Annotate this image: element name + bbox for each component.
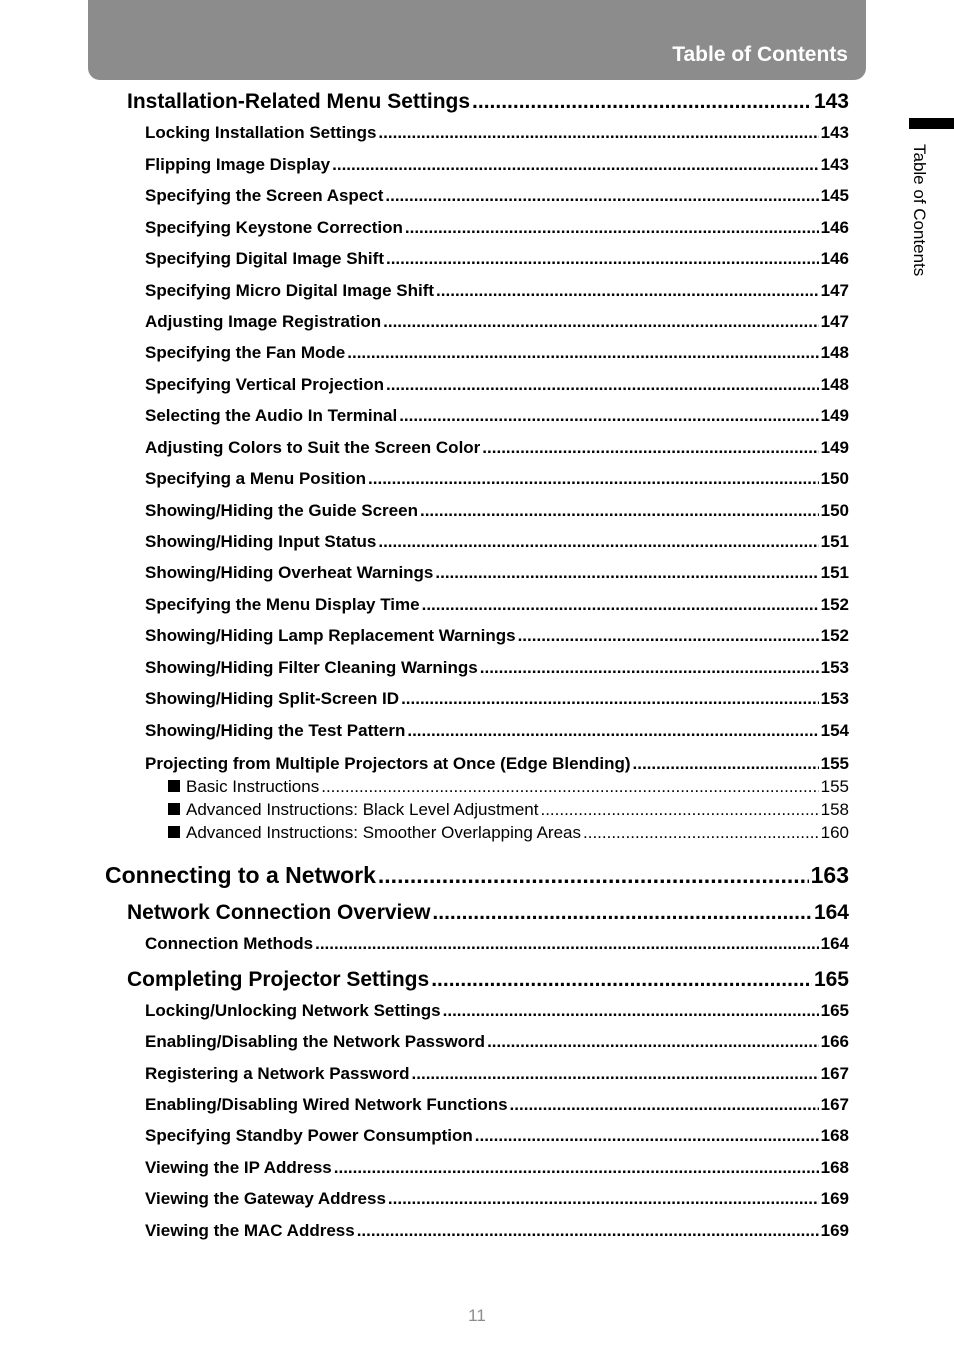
toc-entry-title: Showing/Hiding Overheat Warnings <box>145 563 434 582</box>
toc-leader-dots <box>334 1157 819 1179</box>
toc-leader-dots <box>405 217 819 239</box>
toc-entry-title: Showing/Hiding Input Status <box>145 532 377 551</box>
toc-entry-title: Enabling/Disabling the Network Password <box>145 1032 486 1051</box>
toc-leader-dots <box>518 625 819 647</box>
toc-entry-title: Adjusting Image Registration <box>145 312 382 331</box>
toc-entry-title: Showing/Hiding Filter Cleaning Warnings <box>145 658 478 677</box>
toc-entry-page: 155 <box>820 754 849 773</box>
toc-leader-dots <box>401 688 819 710</box>
square-bullet-icon <box>168 803 180 815</box>
toc-entry-title: Locking Installation Settings <box>145 123 377 142</box>
toc-entry[interactable] <box>145 437 849 459</box>
toc-entry[interactable] <box>127 967 849 993</box>
toc-entry-page: 165 <box>820 1001 849 1020</box>
toc-entry[interactable] <box>145 1125 849 1147</box>
toc-entry-title: Specifying the Fan Mode <box>145 343 346 362</box>
toc-leader-dots <box>475 1125 819 1147</box>
toc-entry-title: Flipping Image Display <box>145 155 331 174</box>
toc-leader-dots <box>378 531 818 553</box>
toc-entry[interactable] <box>145 1220 849 1242</box>
toc-entry-page: 160 <box>820 823 849 842</box>
toc-entry-page: 146 <box>820 249 849 268</box>
side-tab-label: Table of Contents <box>910 144 929 277</box>
toc-entry[interactable] <box>145 594 849 616</box>
toc-leader-dots <box>435 562 818 584</box>
toc-entry-title: Advanced Instructions: Smoother Overlapping Areas <box>186 823 581 842</box>
toc-entry[interactable] <box>145 1094 849 1116</box>
toc-leader-dots <box>315 933 819 955</box>
toc-leader-dots <box>422 594 819 616</box>
toc-entry[interactable] <box>145 374 849 396</box>
toc-entry[interactable] <box>145 1157 849 1179</box>
toc-entry-title: Specifying Keystone Correction <box>145 218 403 237</box>
toc-entry[interactable] <box>145 753 849 775</box>
toc-entry[interactable] <box>145 657 849 679</box>
toc-entry-page: 149 <box>820 406 849 425</box>
toc-entry-page: 151 <box>820 532 849 551</box>
toc-entry-page: 164 <box>813 901 849 924</box>
toc-entry[interactable] <box>145 688 849 710</box>
toc-entry-title: Viewing the MAC Address <box>145 1221 355 1240</box>
toc-entry-title: Viewing the Gateway Address <box>145 1189 386 1208</box>
toc-leader-dots <box>633 753 819 775</box>
toc-entry[interactable] <box>168 776 849 797</box>
toc-leader-dots <box>480 657 819 679</box>
toc-leader-dots <box>385 185 818 207</box>
toc-leader-dots <box>583 822 819 843</box>
toc-leader-dots <box>347 342 818 364</box>
toc-entry-page: 148 <box>820 375 849 394</box>
toc-entry-title: Specifying a Menu Position <box>145 469 367 488</box>
toc-entry[interactable] <box>145 468 849 490</box>
toc-leader-dots <box>386 248 819 270</box>
toc-leader-dots <box>420 500 819 522</box>
toc-entry[interactable] <box>105 861 849 889</box>
toc-entry[interactable] <box>145 248 849 270</box>
toc-entry-title: Specifying Vertical Projection <box>145 375 385 394</box>
toc-leader-dots <box>383 311 818 333</box>
toc-entry[interactable] <box>145 280 849 302</box>
toc-entry-title: Projecting from Multiple Projectors at Once (Edge Blending) <box>145 754 631 773</box>
toc-entry[interactable] <box>127 900 849 926</box>
toc-leader-dots <box>388 1188 819 1210</box>
toc-leader-dots <box>368 468 819 490</box>
toc-entry-page: 155 <box>820 777 849 796</box>
toc-entry[interactable] <box>145 1188 849 1210</box>
toc-entry-title: Network Connection Overview <box>127 901 431 924</box>
toc-entry-page: 167 <box>820 1064 849 1083</box>
toc-entry-title: Specifying Standby Power Consumption <box>145 1126 473 1145</box>
toc-entry[interactable] <box>145 217 849 239</box>
toc-leader-dots <box>487 1031 819 1053</box>
toc-entry-page: 154 <box>820 721 849 740</box>
toc-entry-title: Enabling/Disabling Wired Network Functions <box>145 1095 508 1114</box>
toc-entry[interactable] <box>168 822 849 843</box>
toc-leader-dots <box>378 122 818 144</box>
toc-entry-page: 153 <box>820 658 849 677</box>
toc-leader-dots <box>378 861 809 889</box>
toc-leader-dots <box>386 374 819 396</box>
toc-leader-dots <box>357 1220 819 1242</box>
header-title: Table of Contents <box>672 43 848 66</box>
toc-entry-page: 153 <box>820 689 849 708</box>
toc-entry[interactable] <box>145 342 849 364</box>
toc-entry-page: 166 <box>820 1032 849 1051</box>
toc-entry[interactable] <box>145 531 849 553</box>
toc-entry-title: Viewing the IP Address <box>145 1158 332 1177</box>
toc-entry[interactable] <box>145 720 849 742</box>
toc-entry-title: Locking/Unlocking Network Settings <box>145 1001 441 1020</box>
toc-leader-dots <box>482 437 818 459</box>
toc-entry-page: 149 <box>820 438 849 457</box>
toc-entry-title: Specifying Digital Image Shift <box>145 249 384 268</box>
toc-entry-title: Connecting to a Network <box>105 862 376 888</box>
toc-entry-page: 164 <box>820 934 849 953</box>
toc-entry-page: 152 <box>820 595 849 614</box>
toc-entry-page: 167 <box>820 1095 849 1114</box>
toc-entry[interactable] <box>145 1000 849 1022</box>
page-number: 11 <box>468 1306 486 1325</box>
toc-entry[interactable] <box>145 1031 849 1053</box>
toc-entry-title: Specifying Micro Digital Image Shift <box>145 281 435 300</box>
toc-entry-page: 146 <box>820 218 849 237</box>
toc-entry[interactable] <box>145 500 849 522</box>
toc-leader-dots <box>540 799 818 820</box>
square-bullet-icon <box>168 826 180 838</box>
toc-entry[interactable] <box>127 89 849 115</box>
toc-leader-dots <box>432 900 812 926</box>
toc-entry-title: Showing/Hiding the Test Pattern <box>145 721 406 740</box>
toc-entry-title: Specifying the Screen Aspect <box>145 186 384 205</box>
toc-leader-dots <box>332 154 818 176</box>
toc-entry[interactable] <box>145 933 849 955</box>
toc-entry-title: Selecting the Audio In Terminal <box>145 406 398 425</box>
toc-leader-dots <box>436 280 819 302</box>
toc-entry-page: 168 <box>820 1158 849 1177</box>
toc-entry-title: Completing Projector Settings <box>127 968 430 991</box>
toc-entry-title: Basic Instructions <box>186 777 320 796</box>
toc-entry[interactable] <box>145 1063 849 1085</box>
toc-entry-title: Installation-Related Menu Settings <box>127 90 471 113</box>
toc-entry-page: 145 <box>820 186 849 205</box>
toc-entry[interactable] <box>145 154 849 176</box>
toc-entry-title: Showing/Hiding Lamp Replacement Warnings <box>145 626 516 645</box>
toc-entry-page: 158 <box>820 800 849 819</box>
toc-entry[interactable] <box>145 311 849 333</box>
toc-entry-title: Showing/Hiding the Guide Screen <box>145 501 418 520</box>
toc-leader-dots <box>510 1094 819 1116</box>
toc-entry-page: 143 <box>820 123 849 142</box>
toc-entry-title: Adjusting Colors to Suit the Screen Color <box>145 438 481 457</box>
toc-entry-title: Advanced Instructions: Black Level Adjustment <box>186 800 539 819</box>
toc-entry-page: 169 <box>820 1189 849 1208</box>
toc-entry-title: Registering a Network Password <box>145 1064 410 1083</box>
toc-leader-dots <box>443 1000 819 1022</box>
toc-entry-page: 147 <box>820 312 849 331</box>
square-bullet-icon <box>168 780 180 792</box>
toc-entry-page: 152 <box>820 626 849 645</box>
toc-entry[interactable] <box>145 405 849 427</box>
toc-entry-title: Specifying the Menu Display Time <box>145 595 420 614</box>
toc-entry-title: Connection Methods <box>145 934 314 953</box>
toc-entry-title: Showing/Hiding Split-Screen ID <box>145 689 400 708</box>
toc-entry-page: 143 <box>813 90 849 113</box>
toc-entry[interactable] <box>145 122 849 144</box>
toc-entry-page: 150 <box>820 469 849 488</box>
toc-entry-page: 165 <box>813 968 849 991</box>
toc-entry-page: 147 <box>820 281 849 300</box>
toc-entry[interactable] <box>168 799 849 820</box>
toc-entry-page: 151 <box>820 563 849 582</box>
toc-entry-page: 169 <box>820 1221 849 1240</box>
toc-entry[interactable] <box>145 625 849 647</box>
toc-leader-dots <box>472 89 812 115</box>
toc-entry-page: 163 <box>810 862 849 888</box>
toc-entry-page: 168 <box>820 1126 849 1145</box>
toc-entry-page: 143 <box>820 155 849 174</box>
toc-leader-dots <box>321 776 818 797</box>
toc-entry-page: 148 <box>820 343 849 362</box>
toc-entry[interactable] <box>145 185 849 207</box>
toc-leader-dots <box>412 1063 819 1085</box>
toc-leader-dots <box>407 720 818 742</box>
toc-entry[interactable] <box>145 562 849 584</box>
toc-leader-dots <box>399 405 818 427</box>
toc-entry-page: 150 <box>820 501 849 520</box>
toc-leader-dots <box>431 967 812 993</box>
